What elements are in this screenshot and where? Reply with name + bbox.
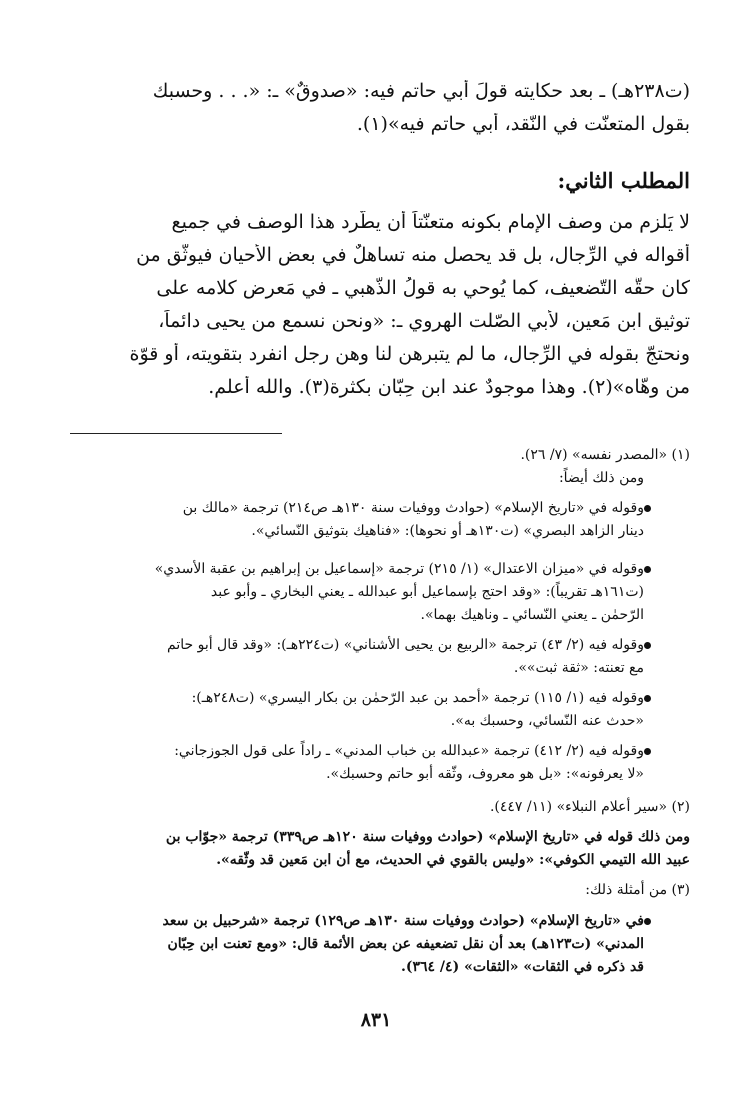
footnote-line: ومن ذلك أيضاً: <box>558 470 644 486</box>
bullet-icon <box>644 695 651 702</box>
bullet-icon <box>644 505 651 512</box>
body-line: (ت٢٣٨هـ) ـ بعد حكايته قولَ أبي حاتم فيه: «صدوقٌ» ـ: «. . . وحسبك <box>152 80 690 102</box>
page-number: ٨٣١ <box>360 1009 392 1031</box>
body-line: بقول المتعنّت في النّقد، أبي حاتم فيه»(١). <box>356 113 690 135</box>
footnote-separator <box>70 433 282 434</box>
footnote-line: وقوله في «ميزان الاعتدال» (١/ ٢١٥) ترجمة «إسماعيل بن إبراهيم بن عقبة الأسدي» <box>154 561 644 577</box>
body-line: لا يَلزم من وصف الإمام بكونه متعنّتاً أن يطّرِد هذا الوصف في جميع <box>171 211 690 233</box>
footnote-line: «لا يعرفونه»: «بل هو معروف، وثّقه أبو حاتم وحسبك». <box>326 766 644 782</box>
footnote-line: دينار الزاهد البصري» (ت١٣٠هـ أو نحوها): «فناهيك بتوثيق النّسائي». <box>251 523 644 539</box>
footnote-2-heading: (٢) «سير أعلام النبلاء» (١١/ ٤٤٧). <box>489 799 690 815</box>
footnote-line: ومن ذلك قوله في «تاريخ الإسلام» (حوادث ووفيات سنة ١٢٠هـ ص٣٣٩) ترجمة «جوّاب بن <box>165 829 690 845</box>
footnote-line: في «تاريخ الإسلام» (حوادث ووفيات سنة ١٣٠هـ ص١٢٩) ترجمة «شرحبيل بن سعد <box>162 913 644 929</box>
footnote-line: وقوله فيه (١/ ١١٥) ترجمة «أحمد بن عبد الرّحمٰن بن بكار اليسري» (ت٢٤٨هـ): <box>191 690 644 706</box>
footnote-line: المدني» (ت١٢٣هـ) بعد أن نقل تضعيفه عن بعض الأئمة قال: «ومع تعنت ابن حِبّان <box>167 936 644 952</box>
footnote-line: وقوله فيه (٢/ ٤١٢) ترجمة «عبدالله بن خباب المدني» ـ راداً على قول الجوزجاني: <box>174 743 644 759</box>
body-line: ونحتجّ بقوله في الرِّجال، ما لم يتبرهن لنا وهن رجل انفرد بتقويته، أو قوّة <box>129 343 690 365</box>
footnote-line: وقوله فيه (٢/ ٤٣) ترجمة «الربيع بن يحيى الأشناني» (ت٢٢٤هـ): «وقد قال أبو حاتم <box>167 637 644 653</box>
body-line: من وهّاه»(٢). وهذا موجودٌ عند ابن حِبّان بكثرة(٣). والله أعلم. <box>208 376 690 398</box>
footnote-line: عبيد الله التيمي الكوفي»: «وليس بالقوي في الحديث، مع أن ابن مَعين قد وثّقه». <box>216 852 690 868</box>
footnote-line: «حدث عنه النّسائي، وحسبك به». <box>450 713 644 729</box>
bullet-icon <box>644 748 651 755</box>
bullet-icon <box>644 566 651 573</box>
footnote-line: مع تعنته: «ثقة ثبت»». <box>513 660 644 676</box>
footnote-line: (ت١٦١هـ تقريباً): «وقد احتج بإسماعيل أبو عبدالله ـ يعني البخاري ـ وأبو عبد <box>210 584 644 600</box>
footnote-3-heading: (٣) من أمثلة ذلك: <box>585 882 690 898</box>
body-line: كان حقُّه التّضعيف، كما يُوحي به قولُ الذّهبي ـ في مَعرِض كلامه على <box>156 277 690 299</box>
bullet-icon <box>644 918 651 925</box>
body-line: توثيق ابن مَعين، لأبي الصّلت الهروي ـ: «ونحن نسمع من يحيى دائماً، <box>158 310 690 332</box>
footnote-1-heading: (١) «المصدر نفسه» (٧/ ٢٦). <box>520 447 690 463</box>
body-line: أقواله في الرِّجال، بل قد يحصل منه تساهلٌ في بعض الأحيان فيوثّق من <box>136 244 690 266</box>
footnote-line: وقوله في «تاريخ الإسلام» (حوادث ووفيات سنة ١٣٠هـ ص٢١٤) ترجمة «مالك بن <box>182 500 644 516</box>
footnote-line: قد ذكره في الثقات» «الثقات» (٤/ ٣٦٤). <box>400 959 644 975</box>
section-heading: المطلب الثاني: <box>557 168 690 193</box>
footnote-line: الرّحمٰن ـ يعني النّسائي ـ وناهيك بهما». <box>420 607 644 623</box>
bullet-icon <box>644 642 651 649</box>
